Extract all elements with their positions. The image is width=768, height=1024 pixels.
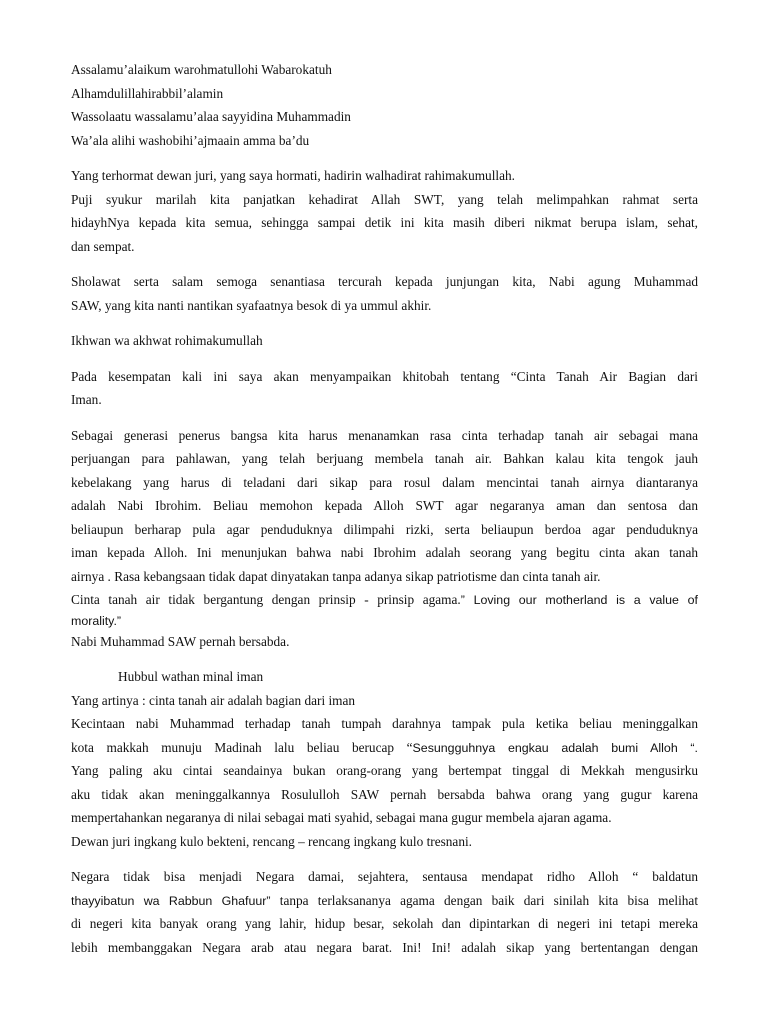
greeting-line: Wa’ala alihi washobihi’ajmaain amma ba’du (71, 132, 310, 148)
text-line: Yang artinya : cinta tanah air adalah bagian dari iman (71, 692, 356, 708)
paragraph-topic (71, 365, 698, 412)
text-line (71, 588, 698, 612)
paragraph-address (71, 329, 698, 353)
text-span: tanpa terlaksananya agama dengan baik dari sinilah kita bisa melihat (270, 892, 699, 908)
text-line: Yang paling aku cintai seandainya bukan orang-orang yang bertempat tinggal di Mekkah mengusirku (71, 763, 698, 778)
paragraph-sholawat (71, 270, 698, 317)
paragraph-opening (71, 164, 698, 258)
text-line: Pada kesempatan kali ini saya akan menyampaikan khitobah tentang “Cinta Tanah Air Bagian dari (71, 368, 698, 384)
text-line: iman kepada Alloh. Ini menunjukan bahwa nabi Ibrohim adalah seorang yang begitu cinta akan tanah (71, 545, 698, 560)
text-line: beliaupun berharap pula agar penduduknya dilimpahi rizki, serta beliaupun berdoa agar penduduknya (71, 521, 698, 537)
text-line: morality.” (71, 613, 122, 628)
text-line: Dewan juri ingkang kulo bekteni, rencang – rencang ingkang kulo tresnani. (71, 833, 473, 849)
text-line: lebih membanggakan Negara arab atau negara barat. Ini! Ini! adalah sikap yang bertentangan dengan (71, 939, 698, 955)
text-line: airnya . Rasa kebangsaan tidak dapat dinyatakan tanpa adanya sikap patriotisme dan cinta tanah air. (71, 568, 601, 584)
quote-span: thayyibatun wa Rabbun Ghafuur” (71, 893, 271, 908)
text-line: hidayhNya kepada kita semua, sehingga sampai detik ini kita masih diberi nikmat berupa islam, sehat, (71, 215, 698, 230)
text-line: adalah Nabi Ibrohim. Beliau memohon kepada Alloh SWT agar negaranya aman dan sentosa dan (71, 498, 698, 513)
text-line: perjuangan para pahlawan, yang telah berjuang membela tanah air. Bahkan kalau kita tengok jauh (71, 451, 698, 466)
text-line: Kecintaan nabi Muhammad terhadap tanah tumpah darahnya tampak pula ketika beliau meninggalkan (71, 716, 698, 731)
text-span: kota makkah munuju Madinah lalu beliau berucap “ (71, 739, 413, 755)
text-span: Cinta tanah air tidak bergantung dengan prinsip - prinsip agama. (71, 592, 461, 607)
document-page (71, 58, 698, 959)
text-line: Yang terhormat dewan juri, yang saya hormati, hadirin walhadirat rahimakumullah. (71, 168, 515, 183)
text-line: Ikhwan wa akhwat rohimakumullah (71, 333, 263, 348)
text-line: SAW, yang kita nanti nantikan syafaatnya besok di ya ummul akhir. (71, 297, 432, 313)
text-line: Negara tidak bisa menjadi Negara damai, sejahtera, sentausa mendapat ridho Alloh “ baldatun (71, 869, 698, 884)
paragraph-patriotism (71, 424, 698, 654)
text-line: Puji syukur marilah kita panjatkan kehadirat Allah SWT, yang telah melimpahkan rahmat serta (71, 191, 698, 207)
text-line: Iman. (71, 392, 102, 407)
greeting-block (71, 58, 698, 152)
greeting-line: Assalamu’alaikum warohmatullohi Wabarokatuh (71, 62, 332, 77)
english-quote-span: ” Loving our motherland is a value of (460, 593, 698, 607)
text-line: Sebagai generasi penerus bangsa kita harus menanamkan rasa cinta terhadap tanah air sebagai mana (71, 427, 698, 443)
text-line: dan sempat. (71, 238, 135, 254)
text-line: Nabi Muhammad SAW pernah bersabda. (71, 633, 290, 649)
greeting-line: Wassolaatu wassalamu’alaa sayyidina Muhammadin (71, 109, 351, 124)
text-line: mempertahankan negaranya di nilai sebagai mati syahid, sebagai mana gugur membela ajaran agama. (71, 810, 612, 825)
greeting-line: Alhamdulillahirabbil’alamin (71, 85, 224, 101)
paragraph-nation (71, 865, 698, 959)
text-line: aku tidak akan meninggalkannya Rosululloh SAW pernah bersabda bahwa orang yang gugur karena (71, 786, 698, 802)
quote-span: Sesungguhnya engkau adalah bumi Alloh “. (412, 740, 698, 755)
text-line: Sholawat serta salam semoga senantiasa tercurah kepada junjungan kita, Nabi agung Muhammad (71, 274, 698, 289)
text-line: kebelakang yang harus di teladani dari sikap para rosul dalam mencintai tanah airnya diantaranya (71, 474, 698, 490)
hadith-line: Hubbul wathan minal iman (118, 669, 264, 684)
paragraph-hadith (71, 665, 698, 853)
text-line (71, 736, 698, 760)
text-line (71, 889, 698, 913)
text-line: di negeri kita banyak orang yang lahir, hidup besar, sekolah dan dipintarkan di negeri ini tetapi mereka (71, 916, 698, 931)
